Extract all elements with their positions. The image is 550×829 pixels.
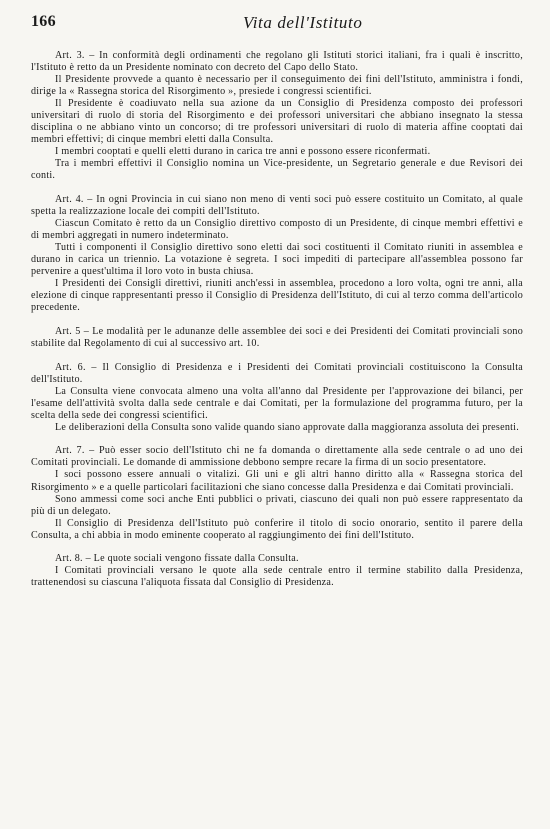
article-paragraph: Sono ammessi come soci anche Enti pubblici o privati, ciascuno dei quali non può essere rappresentato da più di un delegato. [31, 493, 523, 517]
article-heading-paragraph: Art. 7. – Può esser socio dell'Istituto chi ne fa domanda o direttamente alla sede centrale o ad uno dei Comitati provinciali. Le domande di ammissione debbono sempre recare la firma di un socio presentatore. [31, 445, 523, 469]
article-paragraph: Il Presidente provvede a quanto è necessario per il conseguimento dei fini dell'Istituto, amministra i fondi, dirige la « Rassegna storica del Risorgimento », presiede i congressi scientifici. [31, 74, 523, 98]
page-header [31, 13, 530, 37]
body-text [31, 50, 523, 589]
running-head: Vita dell'Istituto [243, 13, 363, 32]
page-number: 166 [31, 13, 56, 30]
article-paragraph: I Comitati provinciali versano le quote alla sede centrale entro il termine stabilito dalla Presidenza, trattenendosi su ciascuna l'aliquota fissata dal Consiglio di Presidenza. [31, 565, 523, 589]
article-paragraph: Ciascun Comitato è retto da un Consiglio direttivo composto di un Presidente, di cinque membri effettivi e di membri aggregati in numero indeterminato. [31, 218, 523, 242]
article-heading-paragraph: Art. 4. – In ogni Provincia in cui siano non meno di venti soci può essere costituito un Comitato, al quale spetta la realizzazione locale dei compiti dell'Istituto. [31, 194, 523, 218]
article-paragraph: I Presidenti dei Consigli direttivi, riuniti anch'essi in assemblea, procedono a loro volta, ogni tre anni, alla elezione di cinque rappresentanti presso il Consiglio di Presidenza dell'Istituto, di cui al terzo comma dell'articolo precedente. [31, 278, 523, 314]
article-heading-paragraph: Art. 8. – Le quote sociali vengono fissate dalla Consulta. [55, 553, 299, 565]
article-paragraph: Il Consiglio di Presidenza dell'Istituto può conferire il titolo di socio onorario, sentito il parere della Consulta, a chi abbia in modo eminente cooperato al raggiungimento dei fini dell'Istituto. [31, 517, 523, 541]
article-paragraph: Le deliberazioni della Consulta sono valide quando siano approvate dalla maggioranza assoluta dei presenti. [55, 421, 520, 433]
article-paragraph: Il Presidente è coadiuvato nella sua azione da un Consiglio di Presidenza composto dei professori universitari di ruolo di storia del Risorgimento e dei professori universitari che abbiano insegnato la stessa disciplina o ne abbiano vinto un concorso; di tre professori universitari di ruolo di materia affine cooptati dai membri effettivi; di cinque membri eletti dalla Consulta. [31, 98, 523, 146]
article-paragraph: I soci possono essere annuali o vitalizi. Gli uni e gli altri hanno diritto alla « Rassegna storica del Risorgimento » e a quelle particolari facilitazioni che siano concesse dalla Presidenza e dai Comitati provinciali. [31, 469, 523, 493]
article-paragraph: I membri cooptati e quelli eletti durano in carica tre anni e possono essere riconfermati. [55, 146, 431, 158]
article-heading-paragraph: Art. 6. – Il Consiglio di Presidenza e i Presidenti dei Comitati provinciali costituiscono la Consulta dell'Istituto. [31, 361, 523, 385]
article-paragraph: Tra i membri effettivi il Consiglio nomina un Vice-presidente, un Segretario generale e due Revisori dei conti. [31, 158, 523, 182]
article-heading-paragraph: Art. 3. – In conformità degli ordinamenti che regolano gli Istituti storici italiani, fra i quali è inscritto, l'Istituto è retto da un Presidente nominato con decreto del Capo dello Stato. [31, 50, 523, 74]
article-paragraph: La Consulta viene convocata almeno una volta all'anno dal Presidente per l'approvazione dei bilanci, per l'esame dell'attività svolta dalla sede centrale e dai Comitati, per la formulazione del programma futuro, per la scelta della sede dei congressi scientifici. [31, 385, 523, 421]
article-heading-paragraph: Art. 5 – Le modalità per le adunanze delle assemblee dei soci e dei Presidenti dei Comitati provinciali sono stabilite dal Regolamento di cui al successivo art. 10. [31, 325, 523, 350]
article-paragraph: Tutti i componenti il Consiglio direttivo sono eletti dai soci costituenti il Comitato riuniti in assemblea e durano in carica un triennio. La votazione è segreta. I soci impediti di partecipare all'assemblea possono far pervenire a quest'ultima il loro voto in busta chiusa. [31, 242, 523, 278]
